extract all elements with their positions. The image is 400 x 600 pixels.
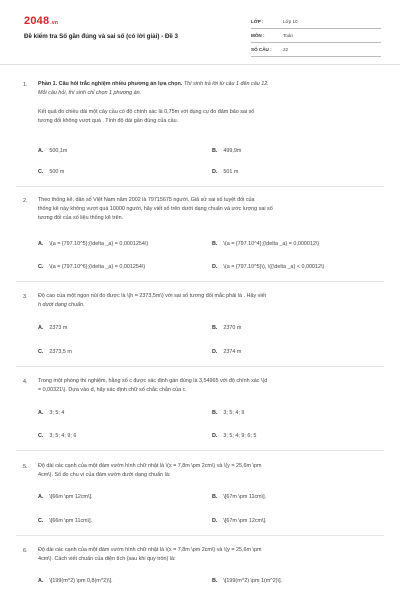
option-label: B. bbox=[212, 148, 218, 154]
option-a[interactable] bbox=[38, 578, 113, 584]
meta-row-subject bbox=[251, 29, 381, 43]
option-a[interactable] bbox=[38, 241, 148, 247]
part-line bbox=[38, 80, 378, 89]
option-text: 501 m bbox=[223, 169, 239, 175]
option-label: D. bbox=[212, 169, 218, 175]
stem-line: = 0,00321\). Dựa vào d, hãy xác định chữ số chắc chắn của c. bbox=[38, 387, 187, 393]
stem-line: h dưới dạng chuẩn. bbox=[38, 302, 85, 308]
option-label: C. bbox=[38, 264, 44, 270]
option-label: A. bbox=[38, 410, 44, 416]
option-text: \[199(m^2) \pm 0,8(m^2)\]. bbox=[49, 578, 113, 584]
option-text: 500,1m bbox=[49, 148, 68, 154]
question-separator bbox=[16, 281, 384, 282]
option-d[interactable] bbox=[212, 169, 238, 175]
question-stem bbox=[38, 377, 378, 395]
option-label: A. bbox=[38, 578, 44, 584]
stem-line: 4cm\). Cách viết chuẩn của diện tích (sau khi quy tròn) là: bbox=[38, 556, 176, 562]
stem-line: tương đối không vượt quá . Tính độ dài gần đúng của cầu. bbox=[38, 118, 179, 124]
question-separator bbox=[16, 535, 384, 536]
meta-label: MÔN : bbox=[251, 33, 265, 38]
question-separator bbox=[16, 450, 384, 451]
option-label: B. bbox=[212, 410, 218, 416]
option-c[interactable] bbox=[38, 349, 72, 355]
meta-value: Lớp 10 bbox=[283, 19, 298, 24]
question-number: 1. bbox=[23, 82, 28, 88]
option-label: D. bbox=[212, 264, 218, 270]
option-label: D. bbox=[212, 433, 218, 439]
part-instruction-2: Mỗi câu hỏi, thí sinh chỉ chọn 1 phương án. bbox=[38, 90, 142, 96]
question-stem bbox=[38, 108, 378, 126]
option-text: \[66m \pm 11cm\]. bbox=[49, 518, 93, 524]
stem-line: thống kê này không vượt quá 10000 người, hãy viết số trên dưới dạng chuẩn và ước lượng sai số bbox=[38, 206, 273, 212]
option-d[interactable] bbox=[212, 433, 256, 439]
meta-row-count bbox=[251, 43, 381, 57]
option-label: C. bbox=[38, 518, 44, 524]
option-label: A. bbox=[38, 494, 44, 500]
option-label: B. bbox=[212, 241, 218, 247]
option-text: \[67m \pm 12cm\]. bbox=[223, 518, 267, 524]
stem-line: Độ dài các cạnh của một đám vườn hình chữ nhật là \(x = 7,8m \pm 2cm\) và \(y = 25,6m \pm bbox=[38, 463, 262, 469]
stem-line: 4cm\). Số đo chu vi của đám vườn dưới dạng chuẩn là: bbox=[38, 472, 171, 478]
option-c[interactable] bbox=[38, 264, 145, 270]
option-text: \[199(m^2) \pm 1(m^2)\]. bbox=[223, 578, 283, 584]
question-stem bbox=[38, 292, 378, 310]
option-c[interactable] bbox=[38, 433, 76, 439]
meta-label: SỐ CÂU : bbox=[251, 47, 272, 52]
option-text: \(a = {797.10^5}\), \({\delta _a} < 0,00012\) bbox=[223, 264, 325, 270]
part-instruction: Thí sinh trả lời từ câu 1 đến câu 12. bbox=[182, 81, 269, 87]
question-number: 6. bbox=[23, 548, 28, 554]
stem-line: Theo thống kê, dân số Việt Nam năm 2002 là 79715675 người. Giả sử sai số tuyệt đối của bbox=[38, 197, 255, 203]
question-stem bbox=[38, 196, 378, 223]
question-stem bbox=[38, 546, 378, 564]
option-text: 500 m bbox=[49, 169, 65, 175]
site-logo[interactable] bbox=[24, 15, 58, 27]
option-label: B. bbox=[212, 494, 218, 500]
option-c[interactable] bbox=[38, 518, 92, 524]
option-label: B. bbox=[212, 325, 218, 331]
option-text: \[66m \pm 12cm\]. bbox=[49, 494, 93, 500]
option-text: 2373,5 m bbox=[49, 349, 72, 355]
option-text: 2374 m bbox=[223, 349, 242, 355]
document-header bbox=[0, 0, 400, 62]
part-title: Phần 1. Câu hỏi trắc nghiệm nhiều phương án lựa chọn. bbox=[38, 81, 183, 87]
question-number: 4. bbox=[23, 379, 28, 385]
option-b[interactable] bbox=[212, 148, 241, 154]
meta-table bbox=[251, 15, 381, 57]
option-text: \(a = {797.10^6};{\delta _a} = 0,001254\) bbox=[49, 264, 146, 270]
stem-line: Kết quả đo chiều dài một cây cầu có độ chính xác là 0,75m với dụng cụ đo đảm bảo sai số bbox=[38, 109, 255, 115]
header-divider bbox=[0, 64, 400, 65]
option-text: 2370 m bbox=[223, 325, 242, 331]
option-a[interactable] bbox=[38, 325, 67, 331]
option-b[interactable] bbox=[212, 410, 244, 416]
stem-line: Trong một phòng thí nghiệm, hằng số c được xác định gần đúng là 3,54965 với độ chính xác \(d bbox=[38, 378, 268, 384]
logo-sub: .vn bbox=[50, 20, 59, 26]
option-a[interactable] bbox=[38, 148, 67, 154]
stem-line: tương đối của số liệu thống kê trên. bbox=[38, 215, 124, 221]
option-b[interactable] bbox=[212, 241, 319, 247]
option-label: C. bbox=[38, 169, 44, 175]
option-d[interactable] bbox=[212, 349, 241, 355]
question-stem bbox=[38, 462, 378, 480]
option-label: D. bbox=[212, 349, 218, 355]
option-text: \[67m \pm 11cm\]. bbox=[223, 494, 267, 500]
question-text bbox=[38, 80, 378, 98]
option-a[interactable] bbox=[38, 494, 93, 500]
option-label: C. bbox=[38, 433, 44, 439]
meta-row-class bbox=[251, 15, 381, 29]
option-text: 2373 m bbox=[49, 325, 68, 331]
option-a[interactable] bbox=[38, 410, 64, 416]
option-label: A. bbox=[38, 148, 44, 154]
question-number: 5. bbox=[23, 464, 28, 470]
meta-value: 22 bbox=[283, 47, 289, 52]
option-b[interactable] bbox=[212, 578, 282, 584]
question-number: 3. bbox=[23, 294, 28, 300]
option-text: 3; 5; 4; 9; 6 bbox=[49, 433, 77, 439]
option-text: 3; 5; 4; 9 bbox=[223, 410, 245, 416]
page-title: Đề kiểm tra Số gần đúng và sai số (có lời giải) - Đề 3 bbox=[24, 33, 178, 40]
option-label: B. bbox=[212, 578, 218, 584]
option-label: D. bbox=[212, 518, 218, 524]
meta-label: LỚP : bbox=[251, 19, 264, 24]
option-text: 3; 5; 4 bbox=[49, 410, 65, 416]
option-c[interactable] bbox=[38, 169, 64, 175]
stem-line: Độ cao của một ngọn núi đo được là \(h = 2373,5m\) với sai số tương đối mắc phải là . Hãy viết bbox=[38, 293, 267, 299]
option-text: 499,9m bbox=[223, 148, 242, 154]
option-text: 3; 5; 4; 9; 6; 5 bbox=[223, 433, 257, 439]
logo-main: 2048 bbox=[24, 15, 50, 27]
option-text: \(a = {797.10^4};{\delta _a} = 0,000012\) bbox=[223, 241, 320, 247]
question-number: 2. bbox=[23, 198, 28, 204]
option-b[interactable] bbox=[212, 325, 241, 331]
option-label: A. bbox=[38, 241, 44, 247]
meta-value: Toán bbox=[283, 33, 293, 38]
option-d[interactable] bbox=[212, 518, 267, 524]
option-text: \(a = {797.10^5};{\delta _a} = 0,0001254\) bbox=[49, 241, 149, 247]
stem-line: Độ dài các cạnh của một đám vườn hình chữ nhật là \(x = 7,8m \pm 2cm\) và \(y = 25,6m \pm bbox=[38, 547, 262, 553]
option-label: A. bbox=[38, 325, 44, 331]
option-b[interactable] bbox=[212, 494, 266, 500]
option-label: C. bbox=[38, 349, 44, 355]
question-separator bbox=[16, 186, 384, 187]
question-separator bbox=[16, 366, 384, 367]
option-d[interactable] bbox=[212, 264, 324, 270]
